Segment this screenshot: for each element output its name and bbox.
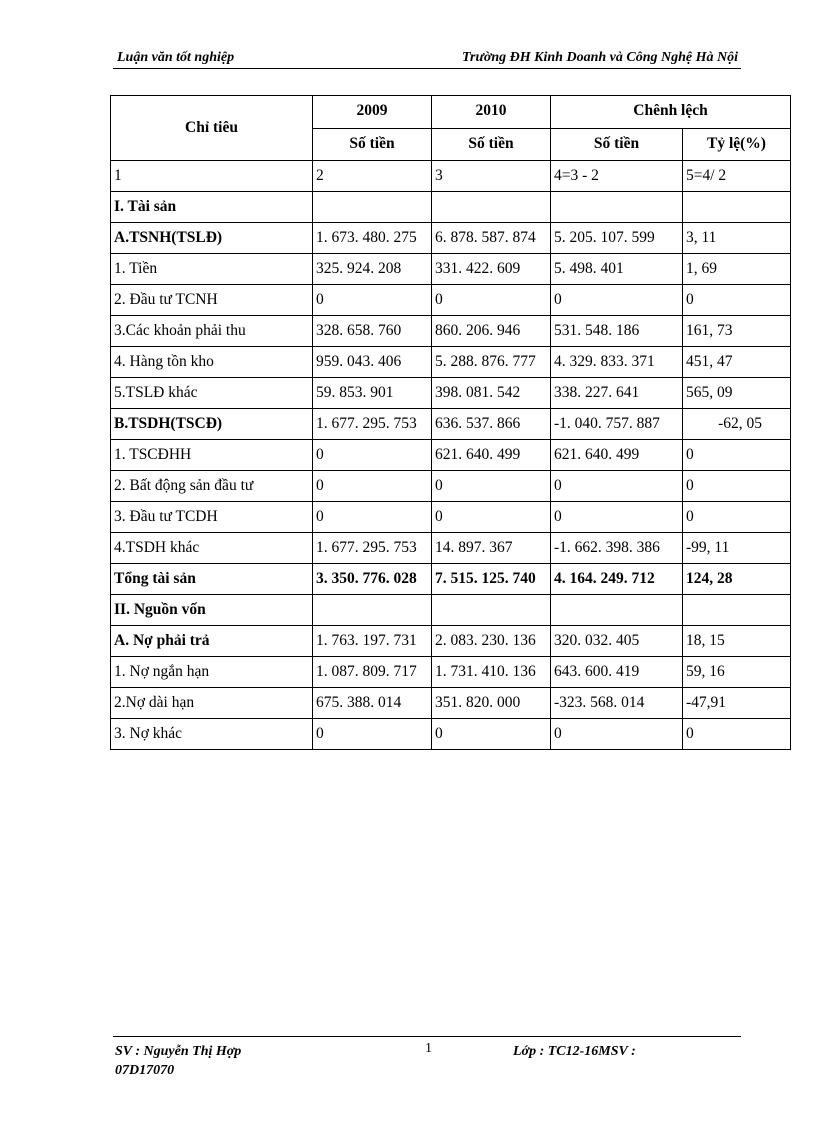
subheader-ratio: Tỷ lệ(%) [683, 128, 791, 161]
page-header [113, 48, 738, 68]
value-diff: 338. 227. 641 [551, 378, 683, 409]
value-2009: 1. 673. 480. 275 [313, 223, 432, 254]
student-id: 07D17070 [115, 1063, 175, 1078]
footer-class: Lớp : TC12-16MSV : [513, 1044, 636, 1059]
value-ratio: 0 [683, 285, 791, 316]
value-ratio: 0 [683, 471, 791, 502]
value-ratio: 161, 73 [683, 316, 791, 347]
value-2010: 0 [432, 285, 551, 316]
value-diff: 5. 205. 107. 599 [551, 223, 683, 254]
page-number: 1 [425, 1041, 432, 1056]
value-diff: 320. 032. 405 [551, 626, 683, 657]
table-row [111, 440, 791, 471]
row-label: 4.TSDH khác [111, 533, 313, 564]
value-2010: 0 [432, 719, 551, 750]
value-2009: 0 [313, 502, 432, 533]
value-2010: 398. 081. 542 [432, 378, 551, 409]
value-2009: 959. 043. 406 [313, 347, 432, 378]
value-2009: 1. 677. 295. 753 [313, 533, 432, 564]
value-2010: 860. 206. 946 [432, 316, 551, 347]
row-label: II. Nguồn vốn [111, 595, 313, 626]
row-label: A.TSNH(TSLĐ) [111, 223, 313, 254]
student-name: SV : Nguyễn Thị Hợp [115, 1044, 242, 1059]
value-ratio [683, 192, 791, 223]
value-diff: -1. 040. 757. 887 [551, 409, 683, 440]
value-2010 [432, 192, 551, 223]
row-label: 1. Nợ ngắn hạn [111, 657, 313, 688]
row-label: 2. Bất động sản đầu tư [111, 471, 313, 502]
value-diff: 4. 329. 833. 371 [551, 347, 683, 378]
value-diff: 0 [551, 719, 683, 750]
value-2009: 0 [313, 285, 432, 316]
value-2010: 0 [432, 502, 551, 533]
table-row [111, 471, 791, 502]
value-2009: 0 [313, 719, 432, 750]
value-diff: 4. 164. 249. 712 [551, 564, 683, 595]
value-2009 [313, 192, 432, 223]
balance-sheet-table [110, 95, 791, 750]
value-2009: 0 [313, 440, 432, 471]
header-2010: 2010 [432, 96, 551, 129]
value-diff: 0 [551, 471, 683, 502]
value-ratio: -47,91 [683, 688, 791, 719]
col-index-3: 3 [432, 161, 551, 192]
col-index-4: 4=3 - 2 [551, 161, 683, 192]
footer-student [115, 1042, 295, 1080]
header-right-title: Trường ĐH Kinh Doanh và Công Nghệ Hà Nội [462, 50, 738, 65]
row-label: 1. TSCĐHH [111, 440, 313, 471]
value-diff: 531. 548. 186 [551, 316, 683, 347]
table-row [111, 595, 791, 626]
table-row [111, 378, 791, 409]
header-indicator: Chỉ tiêu [111, 96, 313, 161]
header-left-title: Luận văn tốt nghiệp [117, 50, 235, 65]
value-2009: 675. 388. 014 [313, 688, 432, 719]
value-2010: 621. 640. 499 [432, 440, 551, 471]
table-row [111, 254, 791, 285]
row-label: 2.Nợ dài hạn [111, 688, 313, 719]
value-2010: 14. 897. 367 [432, 533, 551, 564]
row-label: Tổng tài sản [111, 564, 313, 595]
value-ratio: -62, 05 [683, 409, 791, 440]
subheader-amount-2009: Số tiền [313, 128, 432, 161]
value-diff [551, 192, 683, 223]
table-row [111, 533, 791, 564]
value-2010: 636. 537. 866 [432, 409, 551, 440]
table-row [111, 657, 791, 688]
row-label: 4. Hàng tồn kho [111, 347, 313, 378]
value-ratio: 124, 28 [683, 564, 791, 595]
value-ratio: 18, 15 [683, 626, 791, 657]
value-2010: 331. 422. 609 [432, 254, 551, 285]
value-2009 [313, 595, 432, 626]
subheader-amount-diff: Số tiền [551, 128, 683, 161]
value-2009: 1. 677. 295. 753 [313, 409, 432, 440]
value-ratio: 0 [683, 502, 791, 533]
value-ratio: 3, 11 [683, 223, 791, 254]
value-2010: 2. 083. 230. 136 [432, 626, 551, 657]
col-index-1: 1 [111, 161, 313, 192]
value-2009: 59. 853. 901 [313, 378, 432, 409]
table-row [111, 316, 791, 347]
row-label: A. Nợ phải trả [111, 626, 313, 657]
row-label: 1. Tiền [111, 254, 313, 285]
value-2009: 325. 924. 208 [313, 254, 432, 285]
table-row [111, 626, 791, 657]
value-ratio: 59, 16 [683, 657, 791, 688]
value-ratio [683, 595, 791, 626]
row-label: 5.TSLĐ khác [111, 378, 313, 409]
value-2009: 3. 350. 776. 028 [313, 564, 432, 595]
value-2010: 7. 515. 125. 740 [432, 564, 551, 595]
value-ratio: 451, 47 [683, 347, 791, 378]
table-row [111, 719, 791, 750]
col-index-5: 5=4/ 2 [683, 161, 791, 192]
value-ratio: -99, 11 [683, 533, 791, 564]
row-label: 3. Nợ khác [111, 719, 313, 750]
table-row [111, 285, 791, 316]
value-2009: 1. 763. 197. 731 [313, 626, 432, 657]
footer-rule [113, 1036, 741, 1037]
subheader-amount-2010: Số tiền [432, 128, 551, 161]
value-diff: 643. 600. 419 [551, 657, 683, 688]
column-index-row [111, 161, 791, 192]
table-row [111, 223, 791, 254]
table-row [111, 409, 791, 440]
value-2009: 0 [313, 471, 432, 502]
value-ratio: 565, 09 [683, 378, 791, 409]
value-ratio: 0 [683, 440, 791, 471]
value-2010: 1. 731. 410. 136 [432, 657, 551, 688]
value-2010: 5. 288. 876. 777 [432, 347, 551, 378]
value-diff: 5. 498. 401 [551, 254, 683, 285]
value-2010: 351. 820. 000 [432, 688, 551, 719]
value-diff: 0 [551, 285, 683, 316]
header-difference: Chênh lệch [551, 96, 791, 129]
table-row [111, 688, 791, 719]
row-label: 3. Đầu tư TCDH [111, 502, 313, 533]
table-row [111, 347, 791, 378]
header-rule [113, 68, 741, 69]
value-2010 [432, 595, 551, 626]
value-2009: 328. 658. 760 [313, 316, 432, 347]
row-label: 3.Các khoản phải thu [111, 316, 313, 347]
value-diff: 621. 640. 499 [551, 440, 683, 471]
value-ratio: 0 [683, 719, 791, 750]
value-diff: 0 [551, 502, 683, 533]
col-index-2: 2 [313, 161, 432, 192]
table-header-row [111, 96, 791, 129]
row-label: I. Tài sản [111, 192, 313, 223]
value-2009: 1. 087. 809. 717 [313, 657, 432, 688]
value-2010: 0 [432, 471, 551, 502]
row-label: 2. Đầu tư TCNH [111, 285, 313, 316]
value-diff: -323. 568. 014 [551, 688, 683, 719]
value-diff: -1. 662. 398. 386 [551, 533, 683, 564]
table-row [111, 192, 791, 223]
table-row [111, 564, 791, 595]
table-row [111, 502, 791, 533]
row-label: B.TSDH(TSCĐ) [111, 409, 313, 440]
header-2009: 2009 [313, 96, 432, 129]
value-diff [551, 595, 683, 626]
value-2010: 6. 878. 587. 874 [432, 223, 551, 254]
value-ratio: 1, 69 [683, 254, 791, 285]
